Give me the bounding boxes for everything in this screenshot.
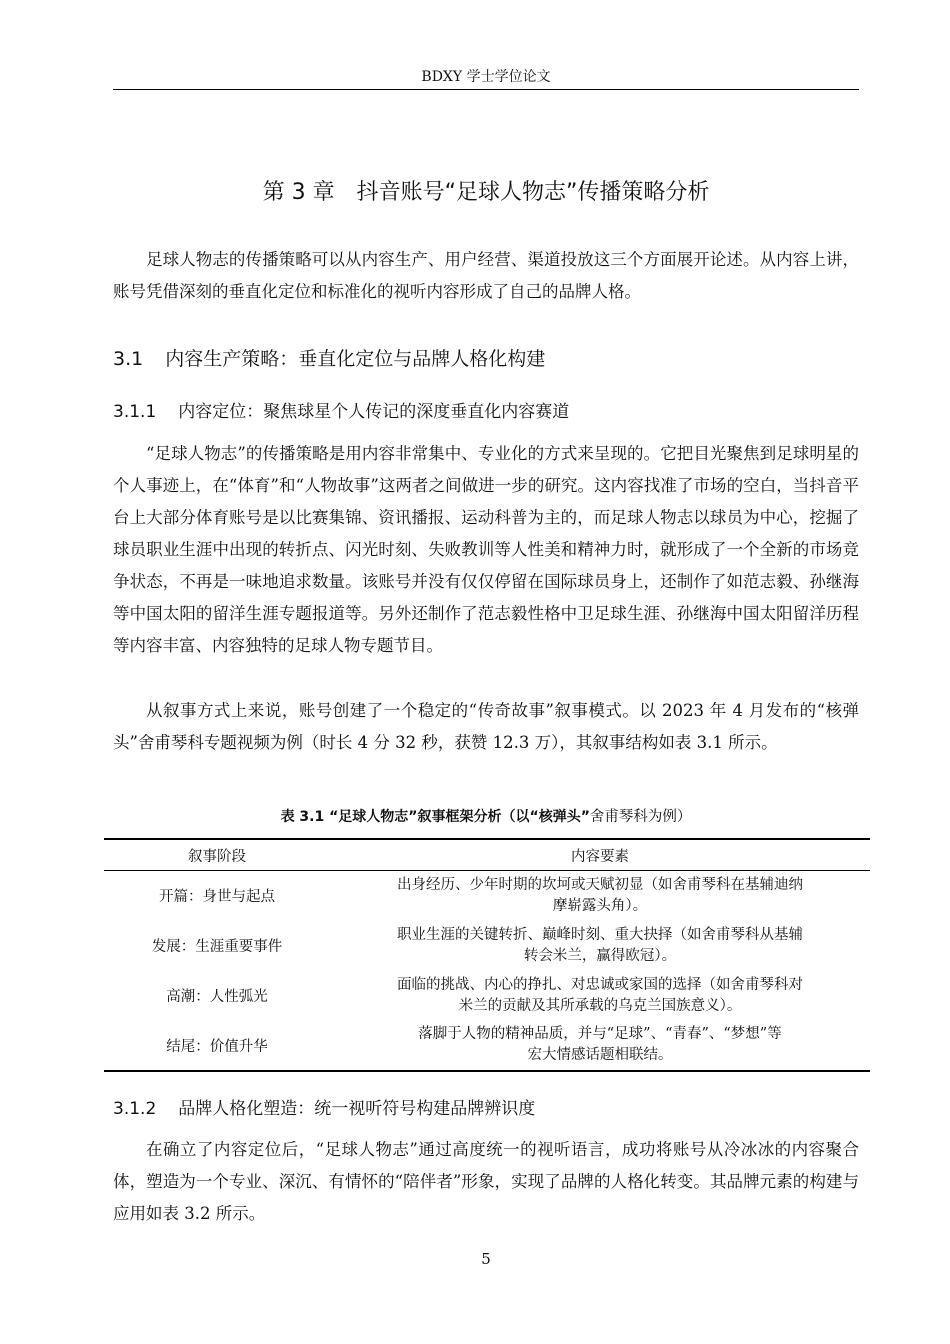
section-heading-3-1-2 <box>113 1094 859 1124</box>
body-paragraph-2: 从叙事方式上来说，账号创建了一个稳定的“传奇故事”叙事模式。以 2023 年 4 月发布的“核弹头”舍甫琴科专题视频为例（时长 4 分 32 秒，获赞 12.3 万），其叙事结构如表 3.1 所示。 <box>113 701 859 752</box>
table-header-content: 内容要素 <box>571 848 629 865</box>
table-row <box>104 1021 870 1071</box>
content-line: 出身经历、少年时期的坎坷或天赋初显（如舍甫琴科在基辅迪纳 <box>397 876 803 893</box>
content-line: 米兰的贡献及其所承载的乌克兰国族意义）。 <box>458 997 742 1014</box>
table-cell-content <box>330 871 870 921</box>
content-line: 摩崭露头角）。 <box>552 897 648 914</box>
body-paragraph-1: “足球人物志”的传播策略是用内容非常集中、专业化的方式来呈现的。它把目光聚焦到足球明星的个人事迹上，在“体育”和“人物故事”这两者之间做进一步的研究。这内容找准了市场的空白，当抖音平台上大部分体育账号是以比赛集锦、资讯播报、运动科普为主的，而足球人物志以球员为中心，挖掘了球员职业生涯中出现的转折点、闪光时刻、失败教训等人性美和精神力时，就形成了一个全新的市场竞争状态，不再是一味地追求数量。该账号并没有仅仅停留在国际球员身上，还制作了如范志毅、孙继海等中国太阳的留洋生涯专题报道等。另外还制作了范志毅性格中卫足球生涯、孙继海中国太阳留洋历程等内容丰富、内容独特的足球人物专题节目。 <box>113 444 859 655</box>
narrative-framework-table <box>104 838 870 1072</box>
table-header-stage: 叙事阶段 <box>188 848 246 865</box>
section-title: 内容生产策略：垂直化定位与品牌人格化构建 <box>165 348 546 370</box>
table-cell-content <box>330 1021 870 1071</box>
table-row <box>104 971 870 1021</box>
table-caption-bold: 表 3.1 “足球人物志”叙事框架分析（以“核弹头” <box>280 809 590 825</box>
content-line: 转会米兰，赢得欧冠）。 <box>523 947 677 964</box>
intro-paragraph: 足球人物志的传播策略可以从内容生产、用户经营、渠道投放这三个方面展开论述。从内容上讲，账号凭借深刻的垂直化定位和标准化的视听内容形成了自己的品牌人格。 <box>113 250 859 301</box>
content-line: 面临的挑战、内心的挣扎、对忠诚或家国的选择（如舍甫琴科对 <box>397 976 803 993</box>
content-line: 宏大情感话题相联结。 <box>527 1047 673 1063</box>
chapter-title: 第 3 章 抖音账号“足球人物志”传播策略分析 <box>262 180 710 205</box>
table-cell-content <box>330 971 870 1021</box>
header-rule <box>113 89 859 90</box>
table-cell-stage: 发展：生涯重要事件 <box>151 939 283 955</box>
section-heading-3-1-1 <box>113 397 859 427</box>
section-number: 3.1 <box>113 348 144 370</box>
table-cell-stage: 开篇：身世与起点 <box>159 889 275 906</box>
content-line: 落脚于人物的精神品质，并与“足球”、“青春”、“梦想”等 <box>418 1026 782 1042</box>
table-cell-stage: 结尾：价值升华 <box>166 1038 268 1055</box>
table-header-row <box>104 839 870 871</box>
table-cell-content <box>330 921 870 971</box>
section-number: 3.1.1 <box>113 402 157 422</box>
table-caption-rest: 舍甫琴科为例） <box>589 809 692 825</box>
content-line: 职业生涯的关键转折、巅峰时刻、重大抉择（如舍甫琴科从基辅 <box>397 926 803 943</box>
section-title: 内容定位：聚焦球星个人传记的深度垂直化内容赛道 <box>178 402 570 422</box>
section-heading-3-1 <box>113 343 859 375</box>
running-header: BDXY 学士学位论文 <box>421 69 551 85</box>
body-paragraph-3: 在确立了内容定位后，“足球人物志”通过高度统一的视听语言，成功将账号从冷冰冰的内容聚合体，塑造为一个专业、深沉、有情怀的“陪伴者”形象，实现了品牌的人格化转变。其品牌元素的构建与应用如表 3.2 所示。 <box>113 1140 859 1223</box>
section-number: 3.1.2 <box>113 1099 157 1119</box>
table-cell-stage: 高潮：人性弧光 <box>166 989 268 1005</box>
table-row <box>104 871 870 921</box>
table-row <box>104 921 870 971</box>
table-caption <box>113 806 859 828</box>
page-number: 5 <box>481 1250 491 1268</box>
section-title: 品牌人格化塑造：统一视听符号构建品牌辨识度 <box>178 1099 536 1119</box>
